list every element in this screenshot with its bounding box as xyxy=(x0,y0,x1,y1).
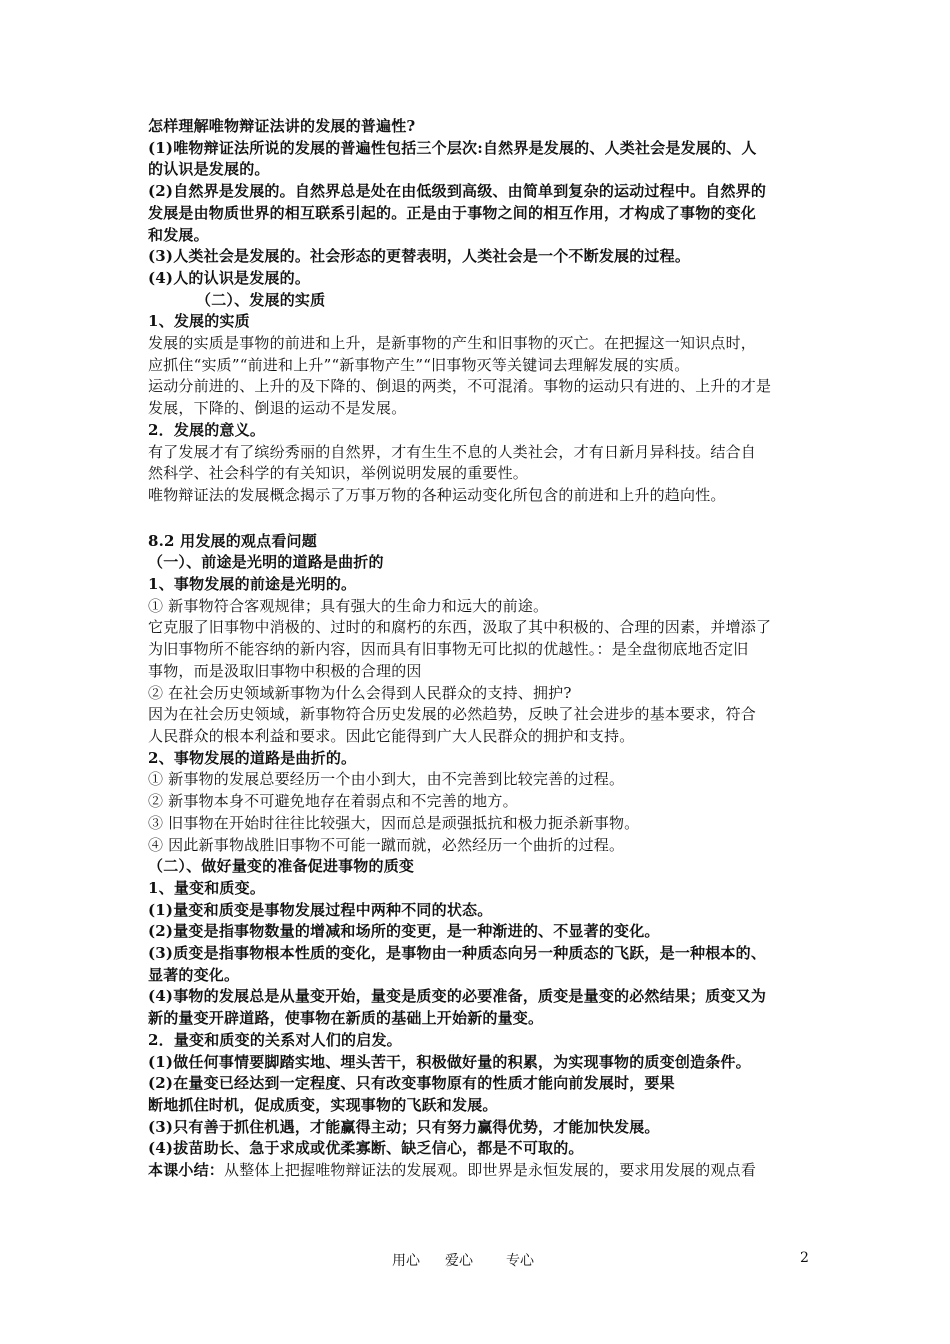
heading-line: (2)自然界是发展的。自然界总是处在由低级到高级、由简单到复杂的运动过程中。自然界的 xyxy=(148,182,767,201)
paragraph-gap xyxy=(148,507,816,531)
heading-line: (3)只有善于抓住机遇，才能赢得主动；只有努力赢得优势，才能加快发展。 xyxy=(148,1117,660,1136)
heading-line: 2．发展的意义。 xyxy=(148,420,266,439)
footer-word-2: 爱心 xyxy=(445,1253,473,1269)
summary-text: 从整体上把握唯物辩证法的发展观。即世界是永恒发展的，要求用发展的观点看 xyxy=(224,1161,757,1180)
heading-line: 1、事物发展的前途是光明的。 xyxy=(148,575,357,594)
heading-line: 显著的变化。 xyxy=(148,965,240,984)
text-line: 人民群众的根本利益和要求。因此它能得到广大人民群众的拥护和支持。 xyxy=(148,726,635,745)
heading-line: 8.2 用发展的观点看问题 xyxy=(148,531,317,550)
heading-line: 怎样理解唯物辩证法讲的发展的普遍性? xyxy=(148,117,416,135)
heading-line: 2、事物发展的道路是曲折的。 xyxy=(148,748,357,767)
footer-word-3: 专心 xyxy=(506,1253,534,1269)
heading-line: 新的量变开辟道路，使事物在新质的基础上开始新的量变。 xyxy=(148,1009,544,1028)
text-line: 它克服了旧事物中消极的、过时的和腐朽的东西，汲取了其中积极的、合理的因素，并增添了 xyxy=(148,618,772,637)
page-number: 2 xyxy=(800,1250,809,1266)
text-line: ④ 因此新事物战胜旧事物不可能一蹴而就，必然经历一个曲折的过程。 xyxy=(148,835,625,854)
document-body xyxy=(148,116,816,1182)
text-line: 有了发展才有了缤纷秀丽的自然界，才有生生不息的人类社会，才有日新月异科技。结合自 xyxy=(148,442,757,461)
heading-line: (3)人类社会是发展的。社会形态的更替表明，人类社会是一个不断发展的过程。 xyxy=(148,247,691,266)
heading-line: (1)做任何事情要脚踏实地、埋头苦干，积极做好量的积累，为实现事物的质变创造条件。 xyxy=(148,1052,751,1071)
text-line: ② 在社会历史领域新事物为什么会得到人民群众的支持、拥护? xyxy=(148,683,572,702)
heading-line: 断地抓住时机，促成质变，实现事物的飞跃和发展。 xyxy=(148,1095,498,1114)
heading-line: (2)在量变已经达到一定程度、只有改变事物原有的性质才能向前发展时，要果 xyxy=(148,1074,675,1093)
summary-line xyxy=(148,1160,816,1182)
heading-line: (4)人的认识是发展的。 xyxy=(148,268,311,287)
heading-line: 2．量变和质变的关系对人们的启发。 xyxy=(148,1030,402,1049)
heading-line: 的认识是发展的。 xyxy=(148,160,270,179)
heading-line: (4)拔苗助长、急于求成或优柔寡断、缺乏信心，都是不可取的。 xyxy=(148,1139,584,1158)
heading-line: 1、发展的实质 xyxy=(148,312,250,331)
heading-line: (1)量变和质变是事物发展过程中两种不同的状态。 xyxy=(148,900,493,919)
text-line: ① 新事物符合客观规律；具有强大的生命力和远大的前途。 xyxy=(148,596,549,615)
heading-line: (1)唯物辩证法所说的发展的普遍性包括三个层次:自然界是发展的、人类社会是发展的、人 xyxy=(148,138,757,157)
heading-line: （二）、做好量变的准备促进事物的质变 xyxy=(148,857,415,876)
heading-line: 1、量变和质变。 xyxy=(148,878,266,897)
text-line: 发展的实质是事物的前进和上升，是新事物的产生和旧事物的灭亡。在把握这一知识点时， xyxy=(148,334,757,353)
footer-word-1: 用心 xyxy=(392,1253,420,1269)
text-line: 发展，下降的、倒退的运动不是发展。 xyxy=(148,399,407,418)
heading-line: (4)事物的发展总是从量变开始，量变是质变的必要准备，质变是量变的必然结果；质变又为 xyxy=(148,987,767,1006)
text-line: 事物，而是汲取旧事物中积极的合理的因 xyxy=(148,661,422,680)
text-line: ① 新事物的发展总要经历一个由小到大，由不完善到比较完善的过程。 xyxy=(148,770,625,789)
heading-line: (2)量变是指事物数量的增减和场所的变更，是一种渐进的、不显著的变化。 xyxy=(148,922,660,941)
heading-line: 和发展。 xyxy=(148,225,209,244)
text-line: 应抓住“实质”“前进和上升”“新事物产生”“旧事物灭等关键词去理解发展的实质。 xyxy=(148,355,690,374)
text-line: ② 新事物本身不可避免地存在着弱点和不完善的地方。 xyxy=(148,792,518,811)
heading-line: （一）、前途是光明的道路是曲折的 xyxy=(148,553,384,572)
heading-line: （二）、发展的实质 xyxy=(196,290,326,309)
text-line: 唯物辩证法的发展概念揭示了万事万物的各种运动变化所包含的前进和上升的趋向性。 xyxy=(148,485,726,504)
summary-label: 本课小结： xyxy=(148,1161,225,1180)
heading-line: (3)质变是指事物根本性质的变化，是事物由一种质态向另一种质态的飞跃，是一种根本的、 xyxy=(148,944,767,963)
text-line: 为旧事物所不能容纳的新内容，因而具有旧事物无可比拟的优越性。：是全盘彻底地否定旧 xyxy=(148,640,749,659)
heading-line: 发展是由物质世界的相互联系引起的。正是由于事物之间的相互作用，才构成了事物的变化 xyxy=(148,203,757,222)
text-line: 运动分前进的、上升的及下降的、倒退的两类，不可混淆。事物的运动只有进的、上升的才是 xyxy=(148,377,772,396)
text-line: ③ 旧事物在开始时往往比较强大，因而总是顽强抵抗和极力扼杀新事物。 xyxy=(148,813,640,832)
text-line: 然科学、社会科学的有关知识，举例说明发展的重要性。 xyxy=(148,464,529,483)
text-line: 因为在社会历史领域，新事物符合历史发展的必然趋势，反映了社会进步的基本要求，符合 xyxy=(148,705,757,724)
